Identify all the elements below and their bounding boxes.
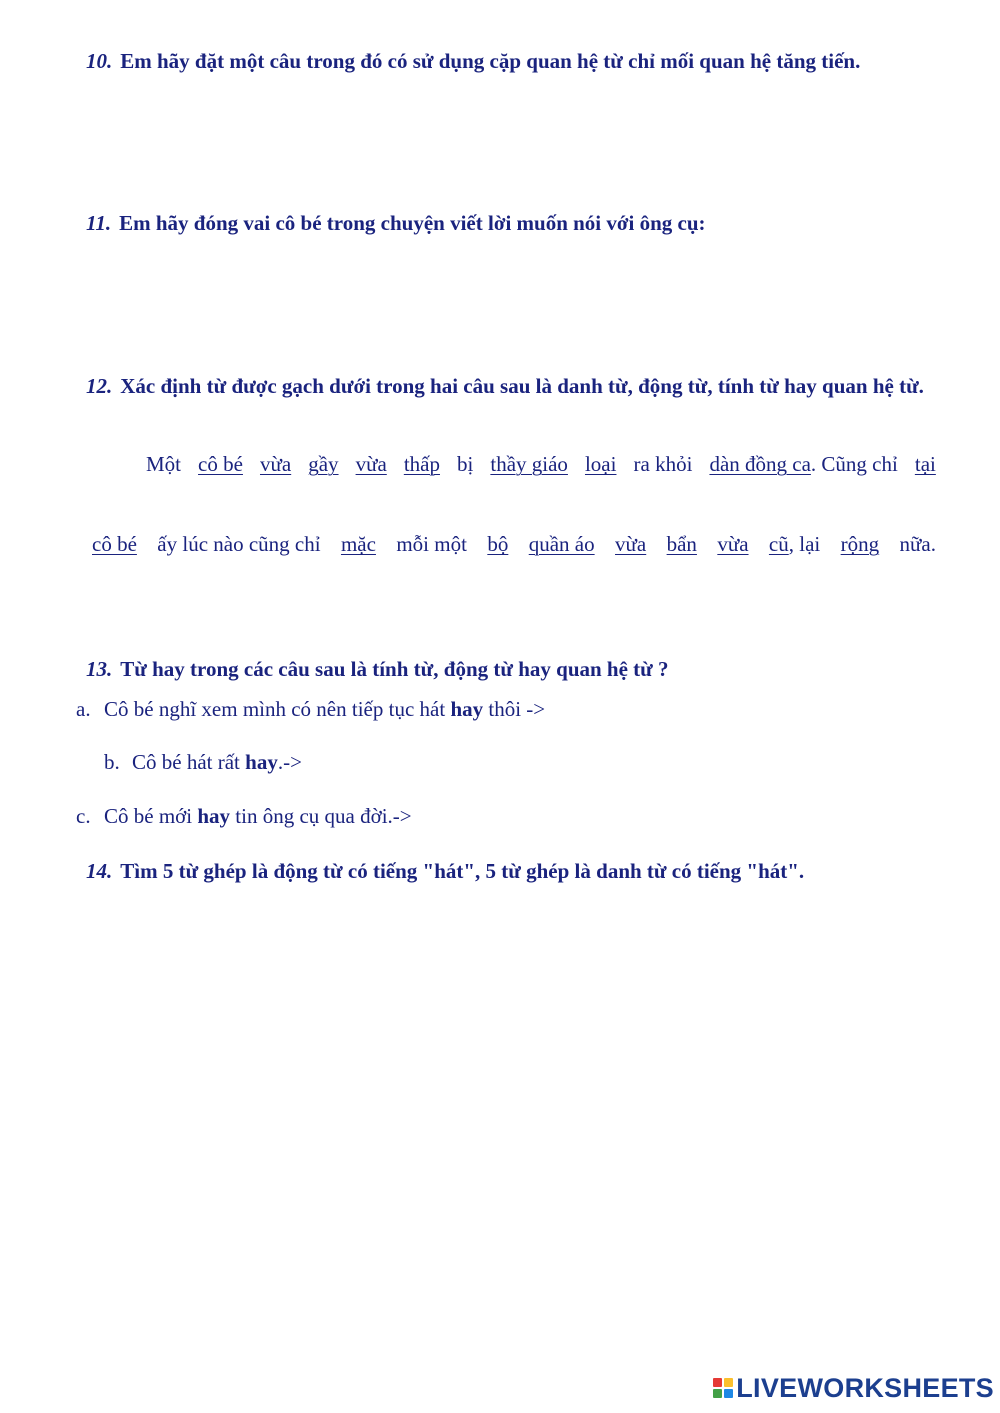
option-keyword: hay — [450, 697, 484, 721]
passage-line-2 — [92, 532, 936, 557]
underlined-word: bộ — [487, 532, 509, 556]
passage-text: ấy lúc nào cũng chỉ — [157, 532, 321, 556]
option-label: a. — [76, 697, 91, 721]
question-10 — [86, 42, 960, 82]
passage-text: Một — [146, 452, 182, 476]
passage-text: . Cũng chỉ — [810, 452, 898, 476]
question-11 — [86, 204, 960, 244]
underlined-word: thầy giáo — [490, 452, 568, 476]
underlined-word: cũ — [768, 532, 789, 556]
underlined-word: vừa — [615, 532, 647, 556]
passage-text: ra khỏi — [633, 452, 693, 476]
liveworksheets-logo — [713, 1373, 994, 1403]
underlined-word: loại — [584, 452, 617, 476]
underlined-word: vừa — [717, 532, 749, 556]
logo-cube — [724, 1378, 733, 1387]
underlined-word: vừa — [259, 452, 292, 476]
question-text: Em hãy đóng vai cô bé trong chuyện viết lời muốn nói với ông cụ: — [119, 211, 706, 235]
option-label: b. — [104, 750, 120, 774]
underlined-word: cô bé — [92, 532, 137, 556]
option-a — [76, 697, 545, 722]
logo-cube — [724, 1389, 733, 1398]
underlined-word: tại — [914, 452, 936, 476]
question-12 — [86, 366, 960, 406]
question-text: Xác định từ được gạch dưới trong hai câu sau là danh từ, động từ, tính từ hay quan hệ từ. — [120, 374, 924, 398]
question-number: 14. — [86, 859, 113, 883]
question-number: 10. — [86, 49, 113, 73]
passage-text: nữa. — [899, 532, 936, 556]
option-c — [76, 804, 412, 829]
underlined-word: thấp — [403, 452, 440, 476]
option-answer-prompt: thôi -> — [483, 697, 546, 721]
underlined-word: dàn đồng ca — [709, 452, 811, 476]
underlined-word: vừa — [355, 452, 387, 476]
option-keyword: hay — [197, 804, 231, 828]
option-keyword: hay — [245, 750, 278, 774]
logo-text: LIVEWORKSHEETS — [736, 1372, 994, 1403]
logo-cube — [713, 1389, 722, 1398]
question-text: Em hãy đặt một câu trong đó có sử dụng cặp quan hệ từ chỉ mối quan hệ tăng tiến. — [120, 49, 861, 73]
logo-cubes-icon — [713, 1378, 733, 1398]
option-answer-prompt: tin ông cụ qua đời.-> — [230, 804, 412, 828]
passage-text: , lại — [788, 532, 821, 556]
question-number: 12. — [86, 374, 113, 398]
question-number: 13. — [86, 657, 113, 681]
option-b — [104, 750, 302, 775]
underlined-word: mặc — [340, 532, 376, 556]
question-text: Từ hay trong các câu sau là tính từ, động từ hay quan hệ từ ? — [120, 657, 669, 681]
logo-cube — [713, 1378, 722, 1387]
passage-line-1 — [146, 452, 936, 477]
option-answer-prompt: .-> — [277, 750, 302, 774]
option-label: c. — [76, 804, 91, 828]
underlined-word: bẩn — [666, 532, 697, 556]
question-text: Tìm 5 từ ghép là động từ có tiếng "hát", 5 từ ghép là danh từ có tiếng "hát". — [120, 859, 805, 883]
option-text: Cô bé nghĩ xem mình có nên tiếp tục hát — [104, 697, 451, 721]
option-text: Cô bé hát rất — [132, 750, 246, 774]
underlined-word: rộng — [840, 532, 880, 556]
passage-text: bị — [457, 452, 474, 476]
underlined-word: gầy — [308, 452, 339, 476]
underlined-word: quần áo — [528, 532, 595, 556]
question-14 — [86, 852, 960, 892]
question-13 — [86, 650, 960, 690]
question-number: 11. — [86, 211, 112, 235]
option-text: Cô bé mới — [104, 804, 198, 828]
underlined-word: cô bé — [198, 452, 243, 476]
passage-text: mỗi một — [396, 532, 467, 556]
